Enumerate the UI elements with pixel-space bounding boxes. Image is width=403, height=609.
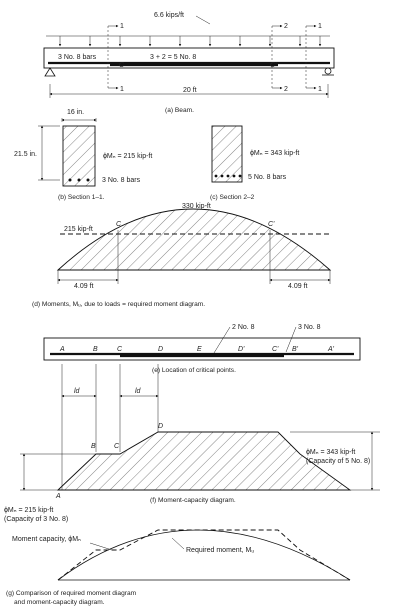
section-mark-1c: 1 bbox=[318, 23, 322, 30]
caption-f: (f) Moment-capacity diagram. bbox=[150, 497, 236, 504]
caption-g-1: (g) Comparison of required moment diagram bbox=[6, 590, 137, 597]
cap-point-b: B bbox=[91, 443, 96, 450]
moment-peak-label: 330 kip-ft bbox=[182, 203, 211, 210]
moment-level-label: 215 kip-ft bbox=[64, 226, 93, 233]
panel-d-moments bbox=[32, 203, 330, 308]
crit-b: B bbox=[93, 346, 98, 353]
panel-f-capacity bbox=[4, 364, 380, 523]
cap-right-sub: (Capacity of 5 No. 8) bbox=[306, 458, 371, 465]
panel-e-critical-points bbox=[44, 324, 360, 374]
moment-parabola bbox=[58, 209, 330, 270]
caption-g-2: and moment-capacity diagram. bbox=[14, 599, 105, 606]
crit-c-prime: C' bbox=[272, 346, 279, 353]
section1-rect bbox=[63, 126, 95, 186]
load-label: 6.6 kips/ft bbox=[154, 12, 184, 19]
caption-c: (c) Section 2–2 bbox=[210, 194, 255, 201]
critical-bar-2-label: 2 No. 8 bbox=[232, 324, 255, 331]
section2-bars: 5 No. 8 bars bbox=[248, 174, 287, 181]
section2-moment: ϕMₙ = 343 kip-ft bbox=[250, 150, 300, 157]
capacity-dashed-outline bbox=[58, 530, 350, 580]
load-leader bbox=[196, 16, 210, 24]
point-c-prime-beam: C' bbox=[270, 62, 277, 69]
section1-bars: 3 No. 8 bars bbox=[102, 177, 141, 184]
cap-point-a: A bbox=[56, 493, 61, 500]
cap-point-d: D bbox=[158, 423, 164, 430]
section-mark-1a: 1 bbox=[120, 23, 124, 30]
ld-1: ld bbox=[74, 388, 80, 395]
bars-mid: 3 + 2 = 5 No. 8 bbox=[150, 54, 197, 61]
cap-left-label: ϕMₙ = 215 kip-ft bbox=[4, 507, 54, 514]
crit-a-prime: A' bbox=[328, 346, 335, 353]
cap-right-label: ϕMₙ = 343 kip-ft bbox=[306, 449, 356, 456]
required-moment-curve bbox=[58, 530, 350, 580]
crit-d: D bbox=[158, 346, 164, 353]
comparison-required-label: Required moment, Mᵤ bbox=[186, 547, 255, 554]
caption-e: (e) Location of critical points. bbox=[152, 367, 236, 374]
cap-point-c: C bbox=[114, 443, 120, 450]
moment-point-c: C bbox=[116, 221, 122, 228]
roller-support-icon bbox=[325, 68, 331, 74]
section1-width: 16 in. bbox=[67, 109, 85, 116]
bars-top-left: 3 No. 8 bars bbox=[58, 54, 97, 61]
load-arrows bbox=[46, 36, 330, 46]
panel-c-section-2 bbox=[210, 126, 299, 201]
section1-moment: ϕMₙ = 215 kip-ft bbox=[103, 153, 153, 160]
crit-e: E bbox=[197, 346, 202, 353]
section1-depth: 21.5 in. bbox=[14, 151, 37, 158]
moment-dist-right: 4.09 ft bbox=[288, 283, 308, 290]
moment-point-c-prime: C' bbox=[268, 221, 275, 228]
caption-b: (b) Section 1–1. bbox=[58, 194, 105, 201]
pin-support-icon bbox=[45, 68, 55, 76]
section2-rect bbox=[212, 126, 242, 182]
critical-bar-3-label: 3 No. 8 bbox=[298, 324, 321, 331]
point-c-beam: C bbox=[119, 62, 125, 69]
crit-a: A bbox=[60, 346, 65, 353]
caption-a: (a) Beam. bbox=[165, 107, 194, 114]
crit-b-prime: B' bbox=[292, 346, 299, 353]
section-mark-2a: 2 bbox=[284, 23, 288, 30]
panel-a-beam bbox=[44, 12, 334, 114]
section-mark-1b: 1 bbox=[120, 86, 124, 93]
moment-dist-left: 4.09 ft bbox=[74, 283, 94, 290]
section-mark-1d: 1 bbox=[318, 86, 322, 93]
crit-c: C bbox=[117, 346, 123, 353]
crit-d-prime: D' bbox=[238, 346, 245, 353]
cap-left-sub: (Capacity of 3 No. 8) bbox=[4, 516, 69, 523]
panel-g-comparison bbox=[6, 530, 350, 606]
comparison-capacity-label: Moment capacity, ϕMₙ bbox=[12, 536, 81, 543]
panel-b-section-1 bbox=[14, 109, 152, 201]
span-label: 20 ft bbox=[183, 87, 197, 94]
caption-d: (d) Moments, Mᵤ, due to loads = required moment diagram. bbox=[32, 301, 206, 308]
ld-2: ld bbox=[135, 388, 141, 395]
section-mark-2b: 2 bbox=[284, 86, 288, 93]
